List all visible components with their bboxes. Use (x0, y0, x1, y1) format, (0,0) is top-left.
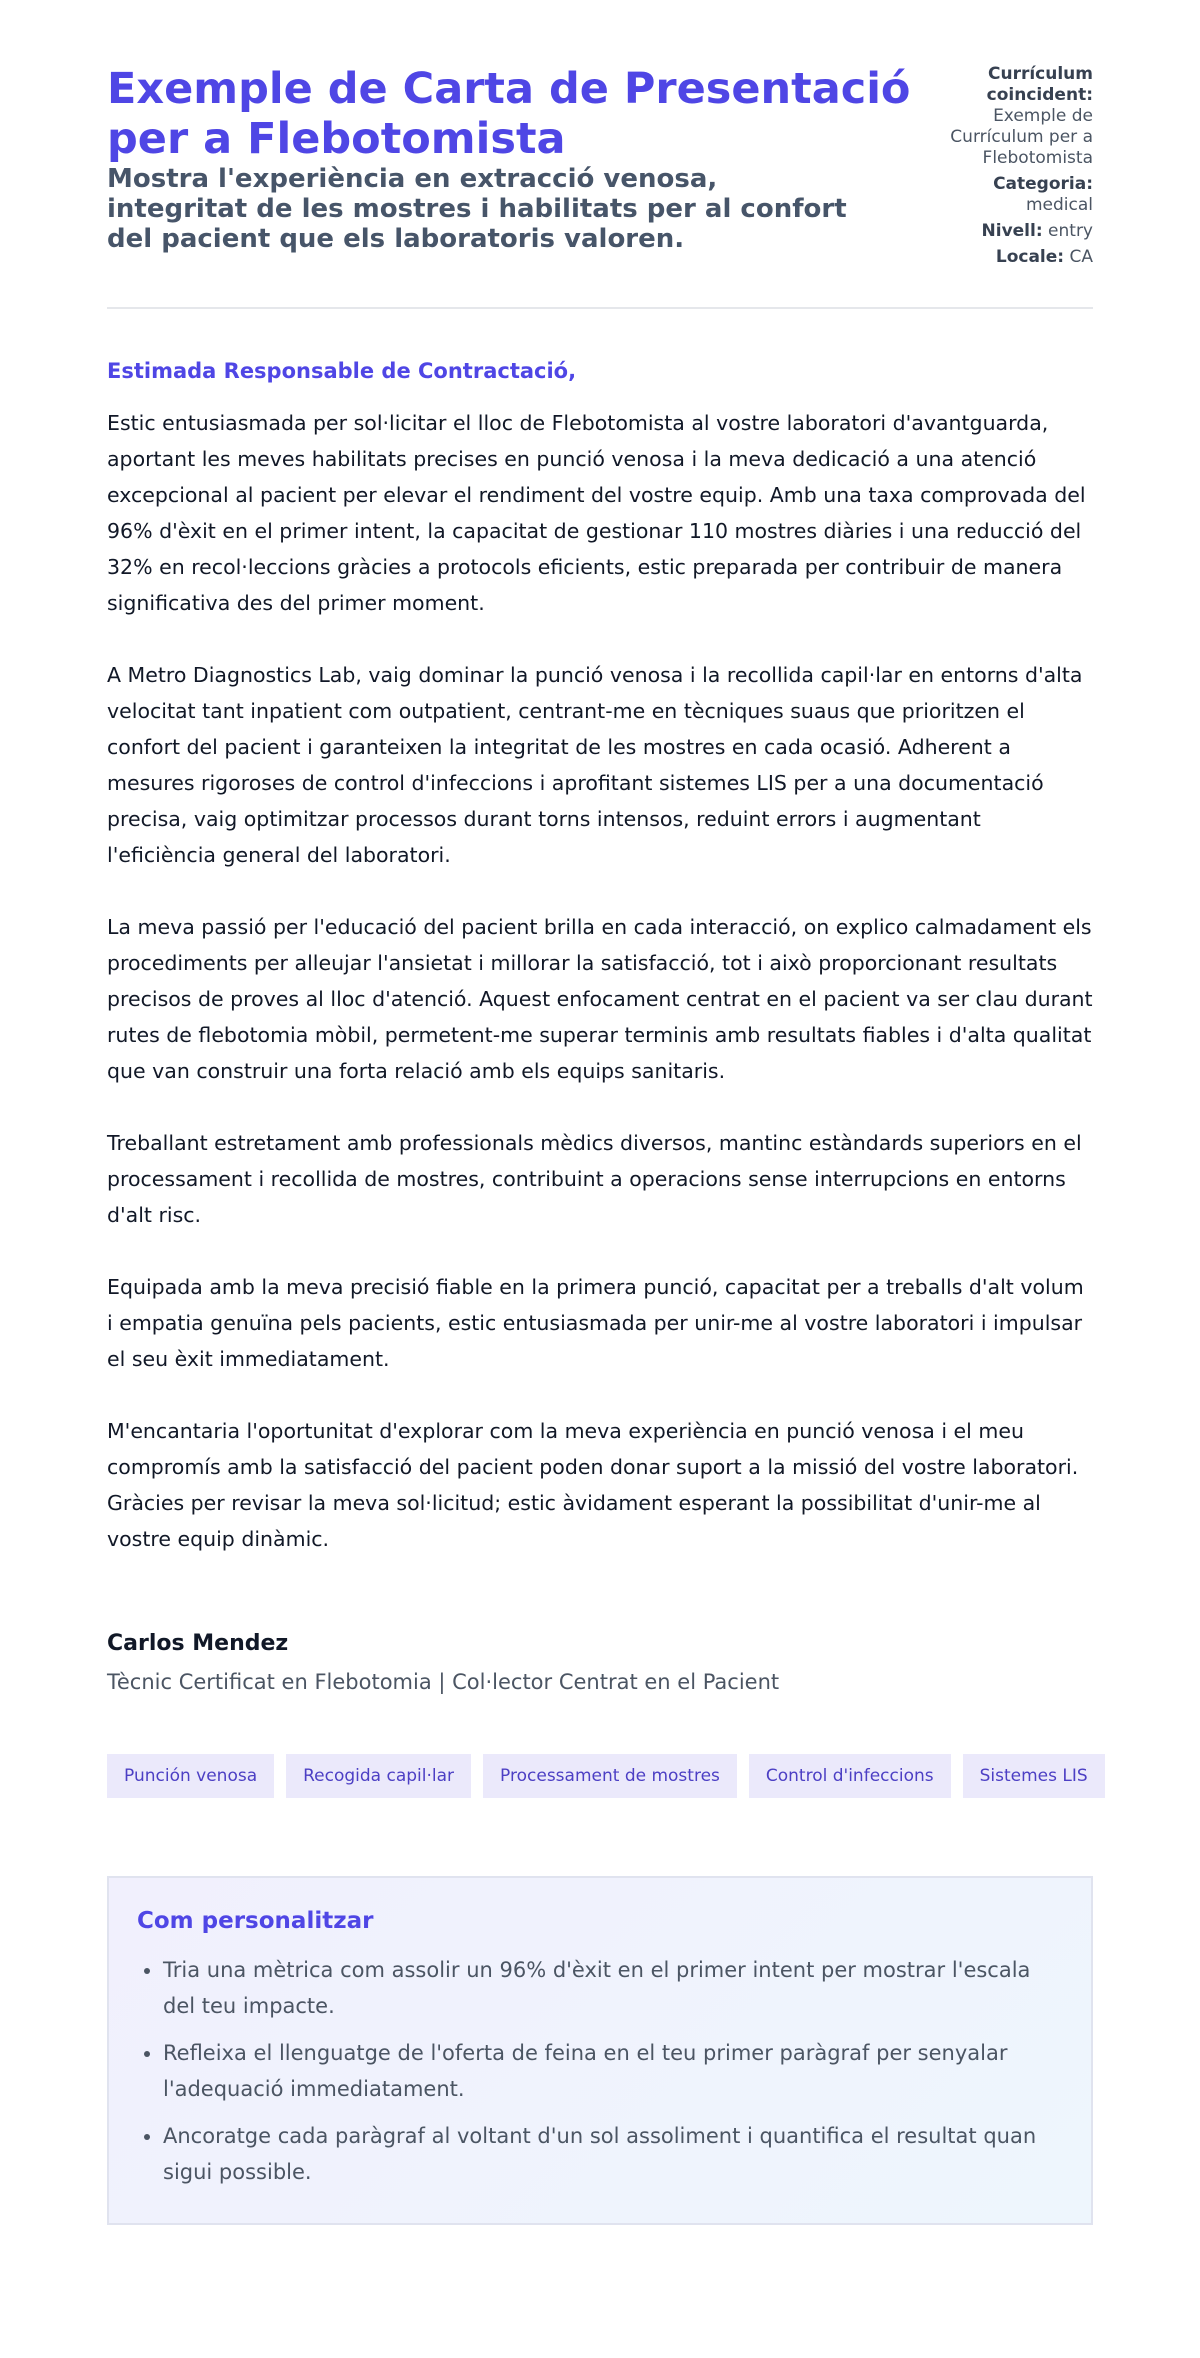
title-block (107, 64, 943, 254)
skill-tag: Recogida capil·lar (286, 1754, 471, 1798)
tips-list (137, 1952, 1061, 2190)
letter-paragraph: Treballant estretament amb professionals mèdics diversos, mantinc estàndards superiors en el processament i recollida de mostres, contribuint a operacions sense interrupcions en entorns d'alt risc. (107, 1131, 1082, 1227)
meta-locale-label: Locale: (995, 247, 1065, 267)
skill-tags (107, 1754, 1107, 1798)
tip-item: • Ancoratge cada paràgraf al voltant d'un sol assoliment i quantifica el resultat quan sigui possible. (163, 2118, 1061, 2190)
meta-locale (943, 247, 1093, 268)
letter-paragraph: La meva passió per l'educació del pacient brilla en cada interacció, on explico calmadament els procediments per alleujar l'ansietat i millorar la satisfacció, tot i això proporcionant resultats precisos de proves al lloc d'atenció. Aquest enfocament centrat en el pacient va ser clau durant rutes de flebotomia mòbil, permetent-me superar terminis amb resultats fiables i d'alta qualitat que van construir una forta relació amb els equips sanitaris. (107, 915, 1093, 1083)
meta-locale-value: CA (1069, 247, 1093, 267)
meta-resume (943, 64, 1093, 169)
meta-resume-label: Currículum coincident: (986, 64, 1093, 105)
signature-title: Tècnic Certificat en Flebotomia | Col·lector Centrat en el Pacient (107, 1670, 780, 1694)
letter-paragraph: Equipada amb la meva precisió fiable en la primera punció, capacitat per a treballs d'alt volum i empatia genuïna pels pacients, estic entusiasmada per unir-me al vostre laboratori i impulsar el seu èxit immediatament. (107, 1275, 1084, 1371)
page-subtitle: Mostra l'experiència en extracció venosa, integritat de les mostres i habilitats per al confort del pacient que els laboratoris valoren. (107, 164, 847, 254)
meta-category (943, 174, 1093, 216)
meta-category-value: medical (1025, 195, 1093, 215)
meta-level (943, 221, 1093, 242)
page-title: Exemple de Carta de Presentació per a Flebotomista (107, 64, 911, 164)
skill-tag: Control d'infeccions (749, 1754, 951, 1798)
meta-level-value: entry (1048, 221, 1093, 241)
tip-item: • Tria una mètrica com assolir un 96% d'èxit en el primer intent per mostrar l'escala del teu impacte. (163, 1952, 1061, 2024)
letter-paragraph: Estic entusiasmada per sol·licitar el lloc de Flebotomista al vostre laboratori d'avantguarda, aportant les meves habilitats precises en punció venosa i la meva dedicació a una atenció excepcional al pacient per elevar el rendiment del vostre equip. Amb una taxa comprovada del 96% d'èxit en el primer intent, la capacitat de gestionar 110 mostres diàries i una reducció del 32% en recol·leccions gràcies a protocols eficients, estic preparada per contribuir de manera significativa des del primer moment. (107, 411, 1086, 615)
skill-tag: Processament de mostres (483, 1754, 737, 1798)
signature-name: Carlos Mendez (107, 1631, 289, 1656)
meta-category-label: Categoria: (993, 174, 1093, 194)
meta-panel (943, 64, 1093, 273)
letter-paragraph: A Metro Diagnostics Lab, vaig dominar la punció venosa i la recollida capil·lar en entorns d'alta velocitat tant inpatient com outpatient, centrant-me en tècniques suaus que prioritzen el confort del pacient i garanteixen la integritat de les mostres en cada ocasió. Adherent a mesures rigoroses de control d'infeccions i aprofitant sistemes LIS per a una documentació precisa, vaig optimitzar processos durant torns intensos, reduint errors i augmentant l'eficiència general del laboratori. (107, 663, 1083, 867)
meta-level-label: Nivell: (981, 221, 1043, 241)
page-header (107, 64, 1093, 309)
skill-tag: Punción venosa (107, 1754, 274, 1798)
letter-greeting: Estimada Responsable de Contractació, (107, 359, 577, 383)
customization-tips (107, 1876, 1093, 2225)
letter-paragraph: M'encantaria l'oportunitat d'explorar com la meva experiència en punció venosa i el meu compromís amb la satisfacció del pacient poden donar suport a la missió del vostre laboratori. Gràcies per revisar la meva sol·licitud; estic àvidament esperant la possibilitat d'unir-me al vostre equip dinàmic. (107, 1419, 1079, 1551)
meta-resume-link[interactable]: Exemple de Currículum per a Flebotomista (950, 106, 1093, 168)
skill-tag: Sistemes LIS (963, 1754, 1105, 1798)
tips-heading: Com personalitzar (137, 1908, 374, 1934)
tip-item: • Refleixa el llenguatge de l'oferta de feina en el teu primer paràgraf per senyalar l'adequació immediatament. (163, 2035, 1061, 2107)
